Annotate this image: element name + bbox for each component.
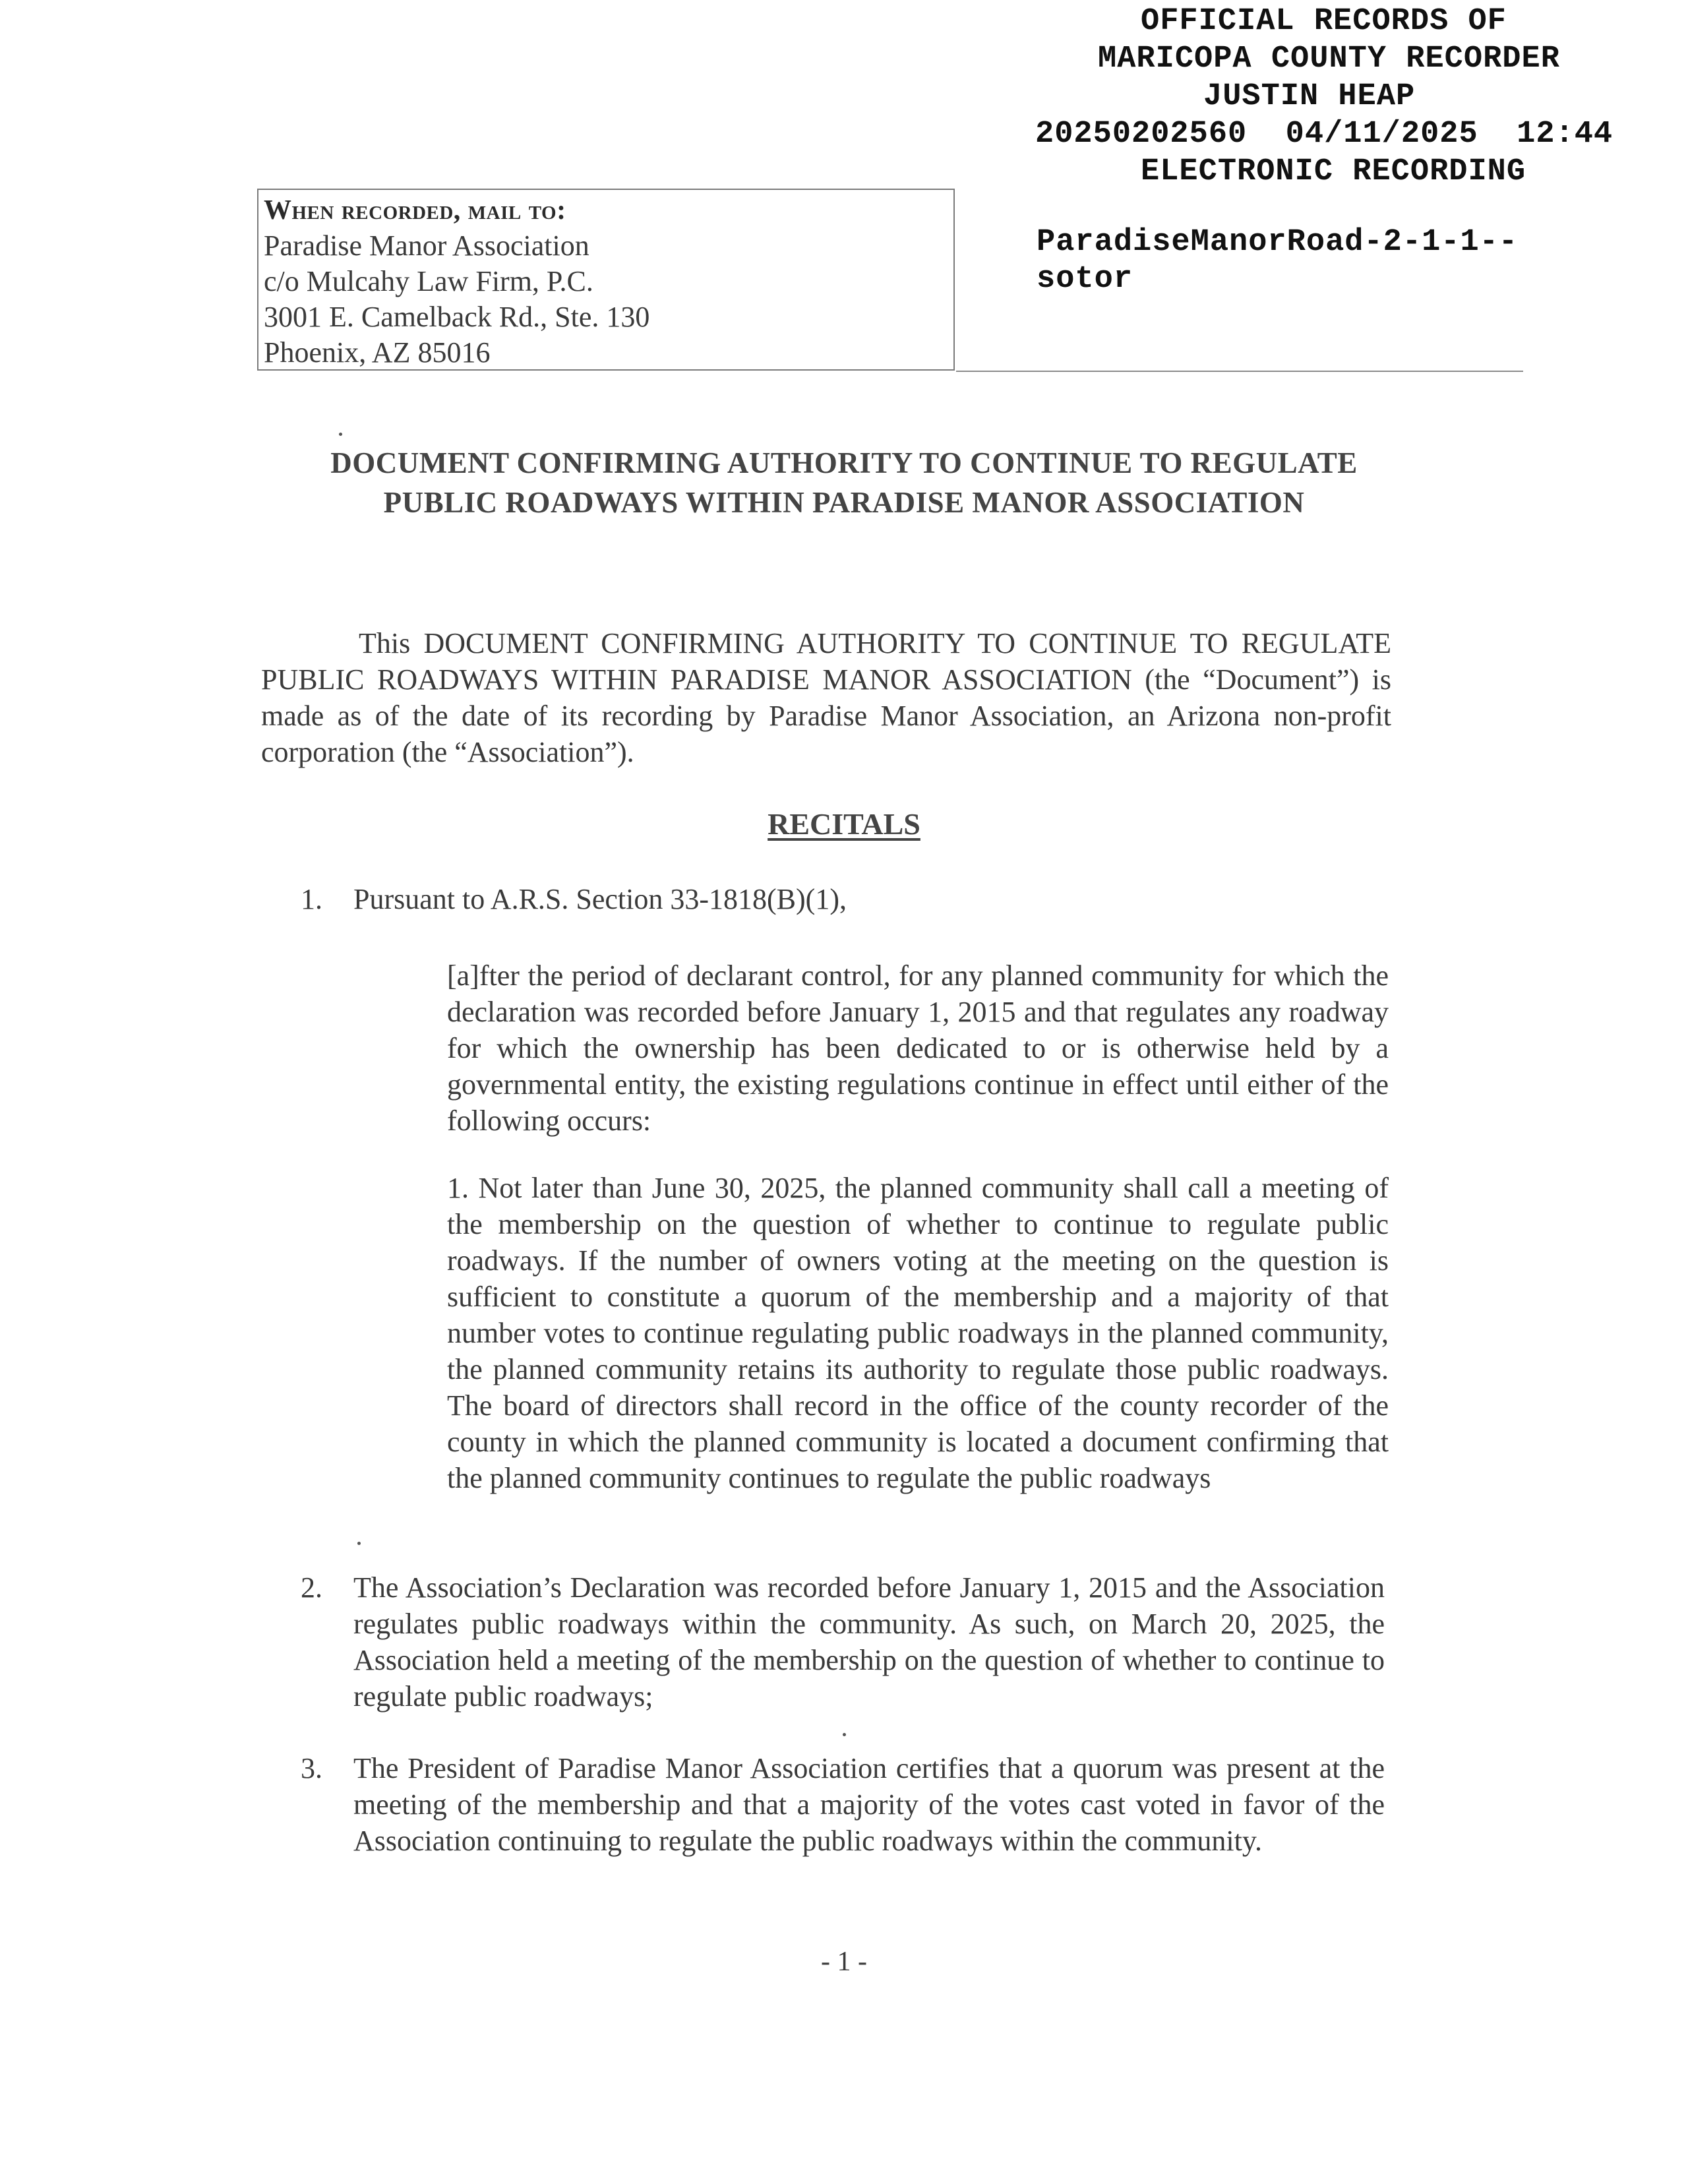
stamp-line-record-number-date: 20250202560 04/11/2025 12:44 <box>1035 117 1613 152</box>
recital-text: The Association’s Declaration was recorded before January 1, 2015 and the Association regulates public roadways within the community. As such, on March 20, 2025, the Association held a meeting of the membership on the question of whether to continue to regulate public roadways; <box>353 1571 1385 1713</box>
mail-to-box <box>257 189 955 371</box>
stamp-line-official-records: OFFICIAL RECORDS OF <box>1141 4 1507 39</box>
scan-speck <box>339 433 342 436</box>
recital-text: Pursuant to A.R.S. Section 33-1818(B)(1), <box>353 883 847 915</box>
document-code-line-1: ParadiseManorRoad-2-1-1-- <box>1037 225 1519 260</box>
recital-item-3 <box>301 1750 1391 1902</box>
scan-speck <box>843 1733 846 1736</box>
document-title-line-2: PUBLIC ROADWAYS WITHIN PARADISE MANOR ASSOCIATION <box>383 486 1305 519</box>
recorder-stamp <box>1029 3 1675 191</box>
page-number: - 1 - <box>821 1947 867 1977</box>
stamp-line-recording-type: ELECTRONIC RECORDING <box>1141 154 1526 189</box>
recital-number: 1. <box>301 883 322 915</box>
recitals-heading: RECITALS <box>768 807 920 841</box>
stamp-line-recorder-name: JUSTIN HEAP <box>1203 79 1416 114</box>
mail-to-heading: When recorded, mail to: <box>264 195 566 226</box>
statute-quote-paragraph-1: [a]fter the period of declarant control, for any planned community for which the declaration was recorded before January 1, 2015 and that regulates any roadway for which the ownership has been dedicated to or is otherwise held by a governmental entity, the existing regulations continue in effect until either of the following occurs: <box>447 959 1389 1137</box>
recital-item-1 <box>301 881 1391 921</box>
recital-number: 3. <box>301 1752 322 1784</box>
stamp-line-county-recorder: MARICOPA COUNTY RECORDER <box>1098 42 1560 76</box>
document-title <box>251 443 1437 522</box>
scan-speck <box>357 1542 361 1545</box>
document-code-line-2: sotor <box>1037 262 1133 297</box>
document-code <box>1037 224 1518 298</box>
mail-to-line-1: Paradise Manor Association <box>264 229 589 262</box>
document-title-line-1: DOCUMENT CONFIRMING AUTHORITY TO CONTINUE TO REGULATE <box>330 446 1358 479</box>
header-divider <box>956 371 1523 372</box>
recital-text: The President of Paradise Manor Association certifies that a quorum was present at the meeting of the membership and that a majority of the votes cast voted in favor of the Association continuing to regulate the public roadways within the community. <box>353 1752 1385 1857</box>
intro-paragraph: This DOCUMENT CONFIRMING AUTHORITY TO CONTINUE TO REGULATE PUBLIC ROADWAYS WITHIN PARADISE MANOR ASSOCIATION (the “Document”) is made as of the date of its recording by Paradise Manor Association, an Arizona non-profit corporation (the “Association”). <box>261 627 1391 768</box>
recital-number: 2. <box>301 1571 322 1604</box>
mail-to-line-2: c/o Mulcahy Law Firm, P.C. <box>264 265 593 297</box>
mail-to-line-3: 3001 E. Camelback Rd., Ste. 130 <box>264 301 650 333</box>
recital-item-2 <box>301 1569 1391 1721</box>
statute-quote-paragraph-2: 1. Not later than June 30, 2025, the planned community shall call a meeting of the membership on the question of whether to continue to regulate public roadways. If the number of owners voting at the meeting on the question is sufficient to constitute a quorum of the membership and a majority of that number votes to continue regulating public roadways in the planned community, the planned community retains its authority to regulate those public roadways. The board of directors shall record in the office of the county recorder of the county in which the planned community is located a document confirming that the planned community continues to regulate the public roadways <box>447 1172 1389 1494</box>
mail-to-line-4: Phoenix, AZ 85016 <box>264 336 491 369</box>
